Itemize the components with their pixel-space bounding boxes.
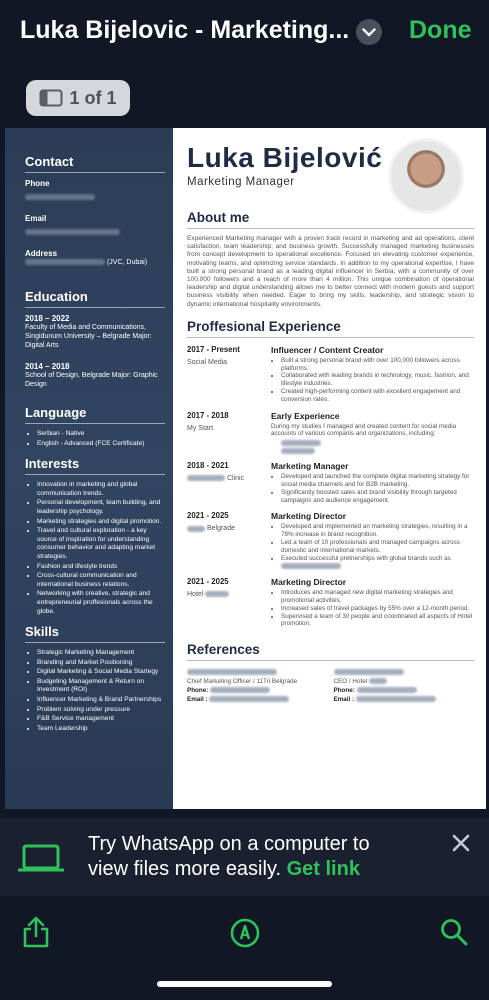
list-item: • English - Advanced (FCE Certificate) [37, 440, 165, 449]
list-item [281, 555, 474, 571]
redacted-phone [357, 687, 417, 693]
phone-label: Phone: [333, 687, 355, 695]
job-entry [187, 345, 474, 404]
job-title: Early Experience [271, 410, 340, 421]
redacted-text [369, 678, 387, 684]
list-item: • Problem solving under pressure [37, 706, 165, 715]
job-dates: 2021 - 2025 [187, 511, 229, 521]
list-item: • Developed and implemented an marketing strategies, resulting in a 78% increase in brand recognition. [281, 523, 474, 539]
list-item: • Increased sales of travel packages by 55% over a 12-month period. [281, 605, 474, 613]
redacted-name [187, 669, 277, 675]
interests-list [25, 481, 165, 616]
job-text: During my studies I managed and created content for social media accounts of various companis and organizations, including: [271, 422, 457, 438]
list-item: • Digital Marketing & Social Media Startegy [37, 668, 165, 677]
resume-name: Luka Bijelović [187, 142, 383, 173]
list-item: • Fashion and lifestyle trends [37, 563, 165, 572]
about-text: Experienced Marketing manager with a proven track record in marketing and ad operations, client satisfaction, team leadership, and business growth. Successfully managed marketing businesses from concept development to operational excellence. Focused on elevating customer experience, motivating teams, and optimizing service standards. In addition to my operational expertise, I have built a strong personal brand as a leading digital influencer in Serbia, with a community of over 100,000 followers and a reach of more than 4 million. This unique combination of operational leadership and digital understanding allows me to better connect with modern guests and support business visibility when needed. Eager to bring my skills, leadership, and strategic vision to dynamic international hospitality environments. [187, 235, 474, 308]
list-item: • Team Leadership [37, 725, 165, 734]
redacted-text [281, 440, 321, 446]
redacted-text [187, 475, 225, 481]
top-bar [0, 0, 489, 68]
edu1-years: 2018 – 2022 [25, 314, 70, 323]
redacted-phone [25, 194, 95, 200]
list-item: • Influencer Marketing & Brand Partnerships [37, 696, 165, 705]
job-company: Clinic [226, 475, 245, 483]
list-item: • Strategic Marketing Management [37, 649, 165, 658]
references-list [187, 669, 474, 704]
document-title: Luka Bijelovic - Marketing... [20, 16, 350, 44]
about-heading: About me [187, 210, 474, 229]
banner-line1: Try WhatsApp on a computer to [88, 833, 370, 855]
redacted-phone [210, 687, 270, 693]
edu1-text: Faculty of Media and Communications, Singidunum University – Belgrade Major: [25, 324, 152, 340]
job-company: Hotel [187, 591, 204, 599]
list-item: • Budgeting Management & Return on Investment (ROI) [37, 678, 165, 695]
list-item: • Networking with creative, strategic and entrepreneurial proffesionals across the globe. [37, 590, 165, 616]
home-indicator [157, 981, 332, 987]
job-dates: 2017 - 2018 [187, 410, 229, 420]
resume-role: Marketing Manager [187, 176, 295, 188]
list-item: • Collaborated with leading brands in technology, music, fashion, and lifestyle industries. [281, 372, 474, 388]
job-entry [187, 411, 474, 455]
markup-icon[interactable] [230, 918, 260, 948]
redacted-text [205, 591, 229, 597]
get-link-button[interactable]: Get link [286, 858, 360, 880]
skills-heading: Skills [25, 624, 165, 643]
job-entry [187, 461, 474, 504]
phone-label: Phone [25, 179, 50, 188]
reference-card [187, 669, 328, 704]
job-entry [187, 511, 474, 570]
phone-label: Phone: [187, 687, 209, 695]
edu1-major: Digital Arts [25, 342, 59, 349]
job-title: Influencer / Content Creator [271, 344, 384, 355]
bottom-toolbar [0, 896, 489, 1000]
interests-heading: Interests [25, 456, 165, 475]
job-title: Marketing Director [271, 511, 347, 522]
redacted-address [25, 259, 105, 265]
job-company: Belgrade [206, 525, 235, 533]
education-heading: Education [25, 289, 165, 308]
list-item: • Serbian - Native [37, 430, 165, 439]
list-item: • Personal development, team building, and leadership psychology. [37, 499, 165, 516]
redacted-text [281, 563, 341, 569]
banner-text [88, 832, 370, 882]
list-item: • Created high-performing content with excellent engagement and conversion rates. [281, 388, 474, 404]
redacted-text [187, 526, 205, 532]
list-item: • Developed and launched the complete digital marketing strategy for social media channels and for B2B marketing. [281, 473, 474, 489]
email-label: Email : [187, 696, 208, 704]
search-icon[interactable] [440, 918, 468, 946]
list-item: • Significantly boosted sales and brand visibility through targeted campaigns and audience engagement. [281, 489, 474, 505]
redacted-email [209, 696, 289, 702]
list-item: • Led a team of 10 professionals and managed campaigns across domestic and international markets. [281, 539, 474, 555]
skills-list [25, 649, 165, 733]
list-item: • Travel and cultural exploration - a key source of inspiration for understanding consumer behavior and adapting market strategies. [37, 527, 165, 561]
close-icon[interactable] [452, 834, 470, 852]
list-item: • F&B Service management [37, 715, 165, 724]
sidebar-toggle-icon [39, 89, 63, 107]
list-item: • Marketing strategies and digital promotion. [37, 518, 165, 527]
job-company: Social Media [187, 358, 228, 366]
resume-sidebar [5, 128, 173, 809]
resume-document[interactable] [5, 128, 486, 809]
redacted-email [356, 696, 436, 702]
list-item: • Cross-cultural communication and international business relations. [37, 572, 165, 589]
profile-photo [388, 138, 464, 214]
experience-heading: Proffesional Experience [187, 319, 474, 338]
job-title: Marketing Director [271, 577, 347, 588]
redacted-name [334, 669, 404, 675]
language-list [25, 430, 165, 448]
job-company: My Start [187, 424, 214, 432]
redacted-text [281, 448, 315, 454]
page-count: 1 of 1 [69, 87, 117, 108]
edu2-text: School of Design, Belgrade Major: Graphic Design [25, 372, 158, 388]
contact-heading: Contact [25, 154, 165, 173]
email-label: Email : [333, 696, 355, 704]
resume-main [173, 128, 486, 809]
job-dates: 2021 - 2025 [187, 577, 229, 587]
bullet-text: Executed successful pretnerships with global brands such as [281, 554, 451, 562]
share-icon[interactable] [22, 916, 50, 948]
list-item: • Built a strong personal brand with over 100,000 followers across platforms. [281, 357, 474, 373]
email-label: Email [25, 214, 47, 223]
reference-card [334, 669, 475, 704]
list-item: • Innovation in marketing and global communication trends. [37, 481, 165, 498]
done-button[interactable]: Done [409, 16, 472, 44]
job-entry [187, 577, 474, 628]
edu2-years: 2014 – 2018 [25, 362, 70, 371]
job-dates: 2018 - 2021 [187, 461, 229, 471]
laptop-icon [18, 844, 64, 874]
banner-line2: view files more easily. [88, 858, 282, 880]
reference-position: Chief Marketing Officer / 11Tri Belgrade [187, 678, 298, 686]
redacted-email [25, 229, 120, 235]
language-heading: Language [25, 405, 165, 424]
whatsapp-promo-banner [0, 818, 489, 896]
references-heading: References [187, 642, 474, 661]
page-indicator[interactable] [26, 80, 130, 116]
address-tail: (JVC, Dubai) [106, 259, 148, 266]
job-title: Marketing Manager [271, 461, 349, 472]
list-item: • Branding and Market Positioning [37, 659, 165, 668]
job-dates: 2017 - Present [187, 344, 240, 354]
reference-position [334, 677, 475, 686]
reference-position-text: CEO / Hotel [333, 678, 368, 686]
list-item: • Introduces and managed new digital marketing strategies and promotional activities. [281, 589, 474, 605]
address-label: Address [25, 249, 58, 258]
chevron-down-icon[interactable] [356, 19, 382, 45]
list-item: • Supervised a team of 30 people and coordinared all aspects of Hotel promotion. [281, 613, 474, 629]
